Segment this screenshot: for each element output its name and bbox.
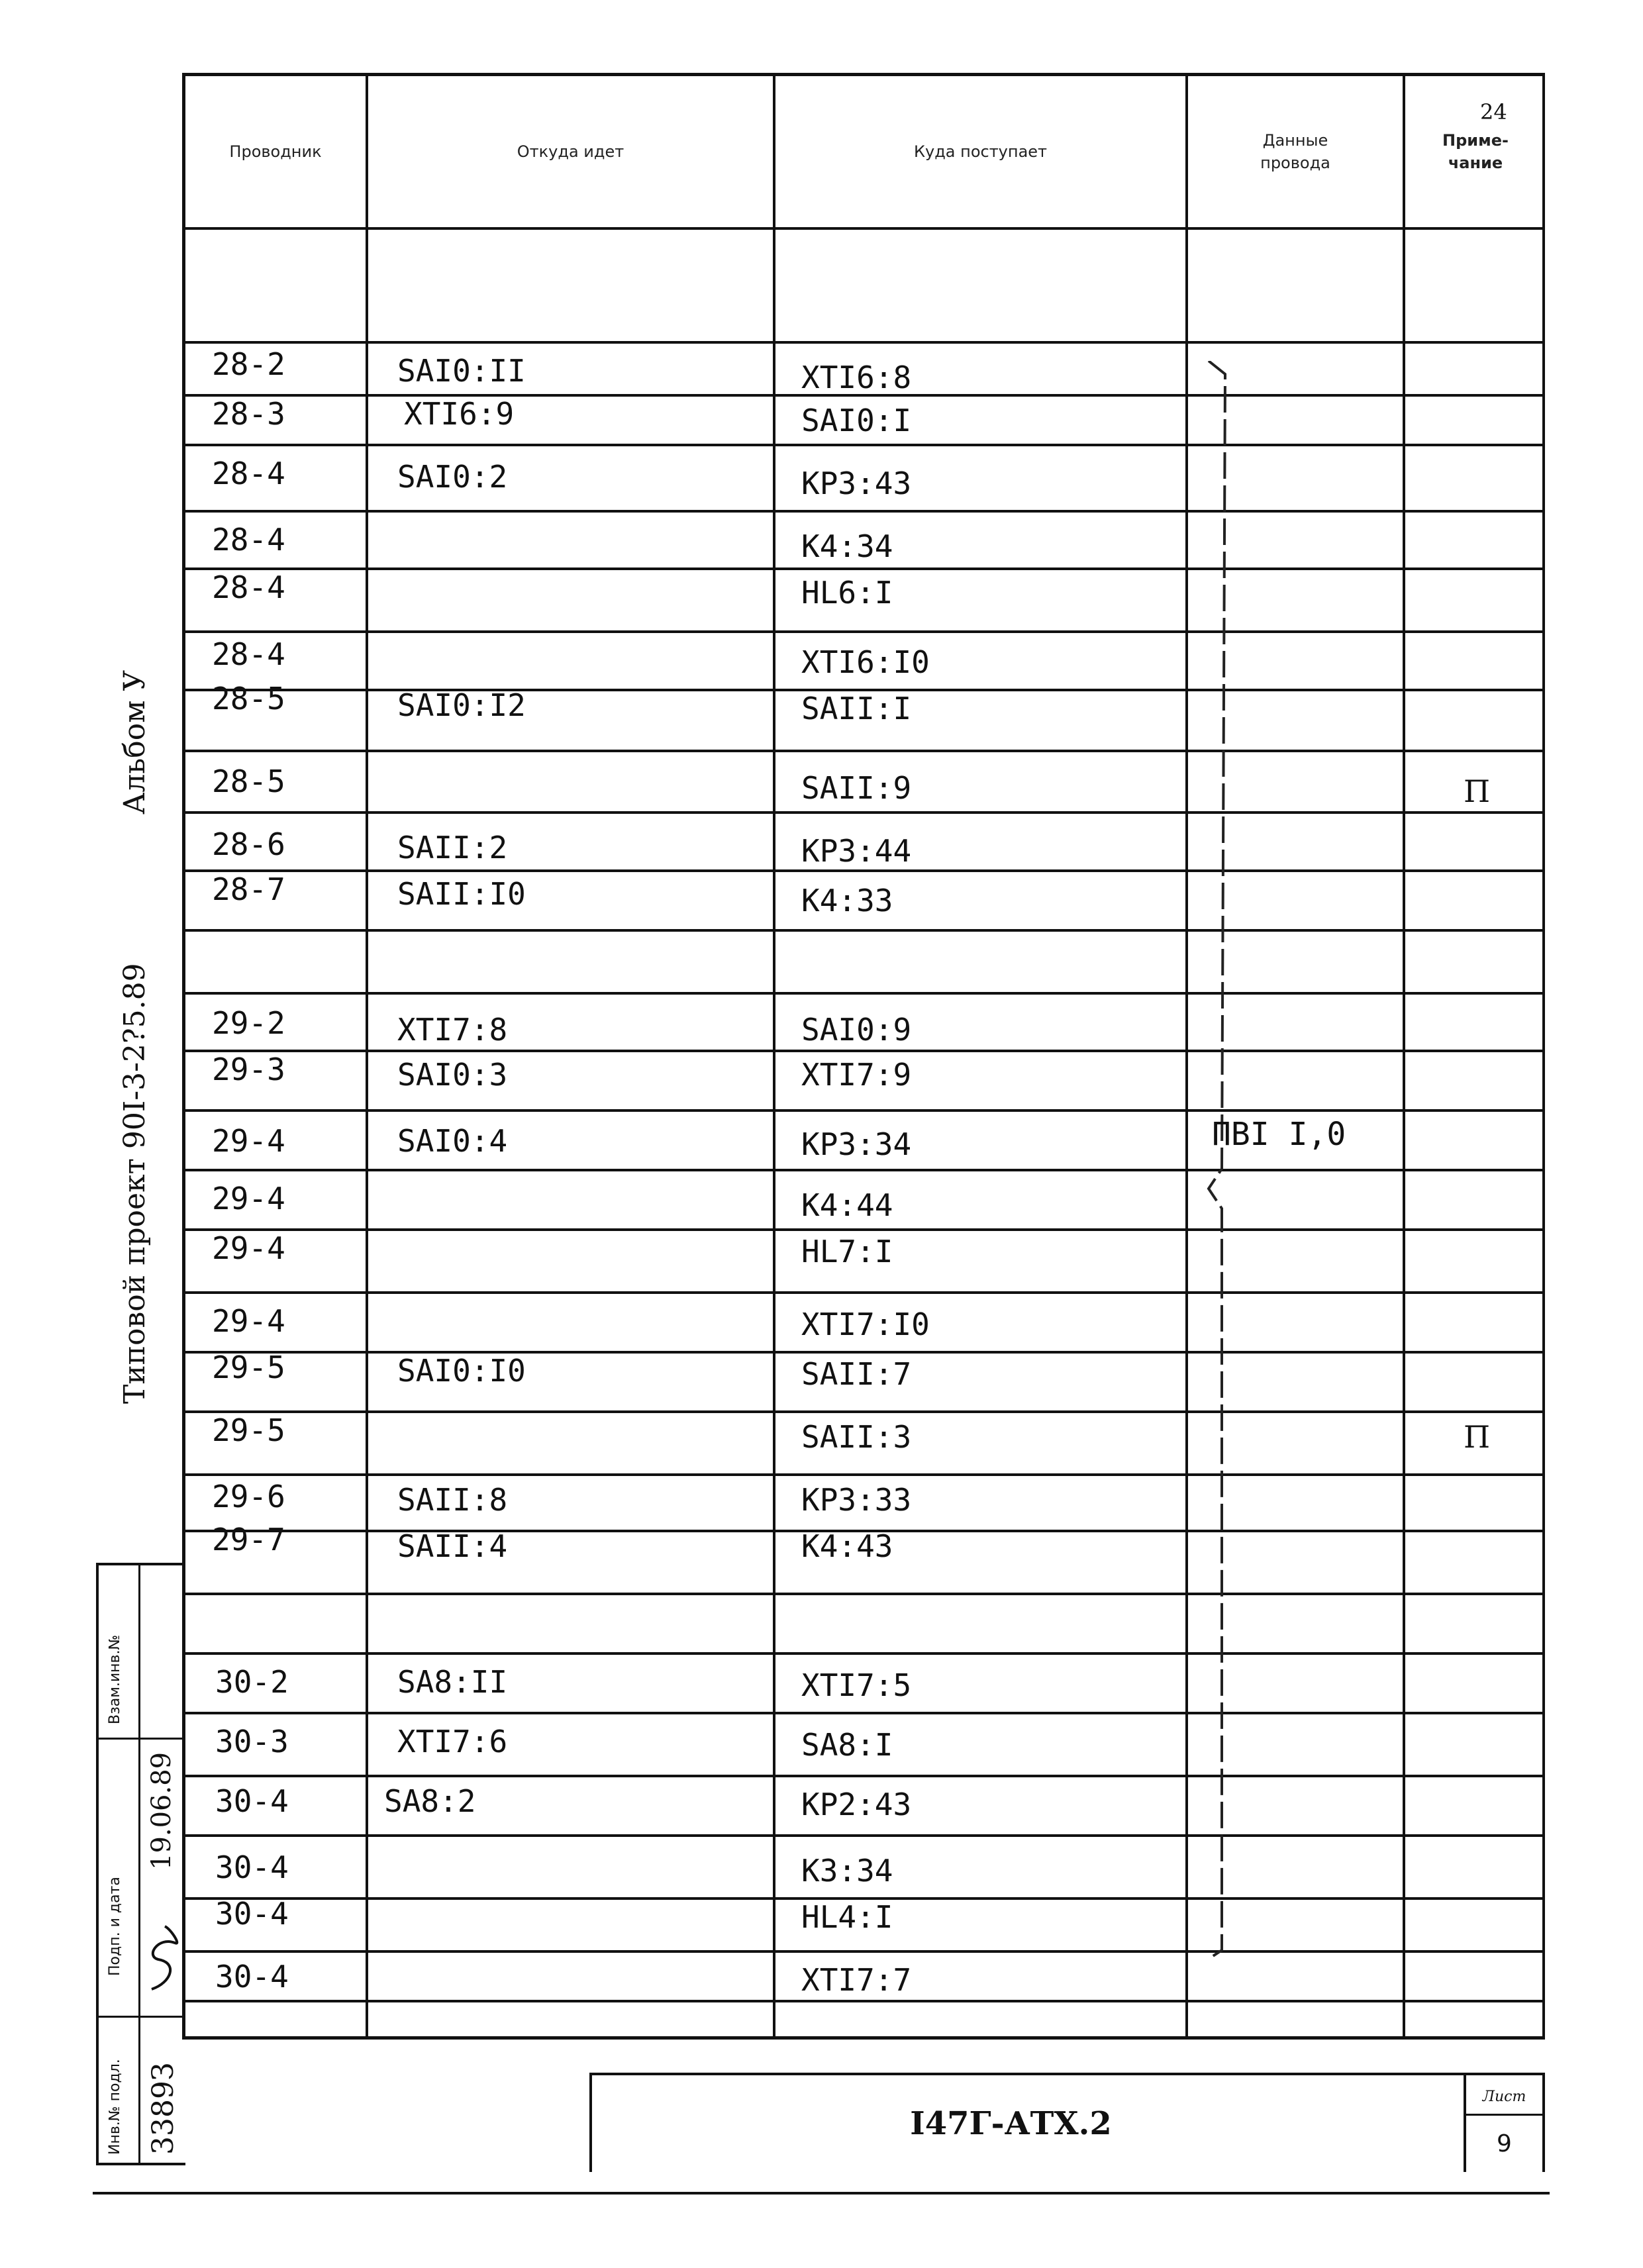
cell-to: K4:43 bbox=[801, 1528, 893, 1564]
cell-from: SAII:2 bbox=[397, 830, 508, 865]
cell-to: HL4:I bbox=[801, 1899, 893, 1935]
cell-conductor: 29-4 bbox=[212, 1181, 285, 1216]
cell-from: SAI0:II bbox=[397, 353, 526, 389]
cell-to: HL6:I bbox=[801, 575, 893, 611]
cell-conductor: 30-2 bbox=[215, 1664, 289, 1700]
cell-from: SAII:8 bbox=[397, 1482, 508, 1518]
cell-conductor: 30-4 bbox=[215, 1896, 289, 1932]
cell-conductor: 29-4 bbox=[212, 1123, 285, 1159]
cell-to: XTI7:7 bbox=[801, 1962, 912, 1998]
cell-from: SAI0:2 bbox=[397, 459, 508, 495]
cell-from: SAII:4 bbox=[397, 1528, 508, 1564]
cell-from: SAI0:3 bbox=[397, 1057, 508, 1093]
cell-conductor: 28-5 bbox=[212, 681, 285, 716]
cell-conductor: 28-4 bbox=[212, 569, 285, 605]
cell-from: SA8:II bbox=[397, 1664, 508, 1700]
header-conductor: Проводник bbox=[229, 142, 322, 161]
sheet-number: 9 bbox=[1497, 2130, 1512, 2157]
sheet-box bbox=[1464, 2075, 1542, 2172]
cell-conductor: 29-2 bbox=[212, 1005, 285, 1041]
cell-conductor: 28-7 bbox=[212, 871, 285, 907]
cell-conductor: 30-4 bbox=[215, 1849, 289, 1885]
cell-conductor: 29-4 bbox=[212, 1230, 285, 1266]
stamp-inv-number: 3389З bbox=[146, 2062, 180, 2155]
stamp-date: 19.06.89 bbox=[146, 1751, 177, 1870]
stamp-label-replace: Взам.инв.№ bbox=[107, 1634, 123, 1724]
cell-from: SAI0:4 bbox=[397, 1123, 508, 1159]
cell-to: XTI7:5 bbox=[801, 1667, 912, 1703]
cell-to: SAII:7 bbox=[801, 1356, 912, 1392]
cell-conductor: 28-4 bbox=[212, 522, 285, 558]
cell-conductor: 28-2 bbox=[212, 346, 285, 382]
margin-album: Альбом У bbox=[118, 669, 152, 814]
cell-conductor: 28-4 bbox=[212, 636, 285, 672]
stamp-label-sign-date: Подп. и дата bbox=[107, 1877, 123, 1976]
document-code: I47Г-АТХ.2 bbox=[910, 2105, 1112, 2142]
cell-conductor: 28-4 bbox=[212, 456, 285, 491]
cell-conductor: 30-4 bbox=[215, 1959, 289, 1995]
cell-to: K4:34 bbox=[801, 528, 893, 564]
col-divider bbox=[773, 76, 775, 2036]
cell-to: SAII:3 bbox=[801, 1419, 912, 1455]
wire-bracket bbox=[1185, 361, 1411, 1963]
sheet-label: Лист bbox=[1466, 2081, 1542, 2116]
title-block bbox=[589, 2073, 1545, 2172]
header-divider bbox=[185, 227, 1542, 230]
cell-from: SAI0:I2 bbox=[397, 687, 526, 723]
cell-to: KP3:33 bbox=[801, 1482, 912, 1518]
header-wire: Данные провода bbox=[1260, 131, 1330, 172]
cell-note: П bbox=[1464, 773, 1491, 809]
signature-icon bbox=[145, 1923, 185, 2002]
cell-from: SAI0:I0 bbox=[397, 1353, 526, 1389]
cell-conductor: 30-3 bbox=[215, 1724, 289, 1759]
stamp-divider bbox=[99, 2016, 185, 2018]
cell-from: SAII:I0 bbox=[397, 876, 526, 912]
cell-conductor: 29-5 bbox=[212, 1412, 285, 1448]
cell-to: XTI6:8 bbox=[801, 360, 912, 395]
row-line bbox=[185, 341, 1542, 344]
wiring-table bbox=[182, 73, 1545, 2040]
cell-conductor: 28-5 bbox=[212, 764, 285, 799]
cell-conductor: 29-3 bbox=[212, 1052, 285, 1087]
cell-conductor: 28-6 bbox=[212, 826, 285, 862]
cell-to: K3:34 bbox=[801, 1853, 893, 1889]
cell-to: XTI7:9 bbox=[801, 1057, 912, 1093]
cell-conductor: 28-3 bbox=[212, 396, 285, 432]
cell-to: SAI0:9 bbox=[801, 1012, 912, 1048]
cell-to: K4:44 bbox=[801, 1187, 893, 1223]
header-note: Приме- чание bbox=[1442, 131, 1509, 172]
header-to: Куда поступает bbox=[913, 142, 1048, 161]
cell-conductor: 29-7 bbox=[212, 1522, 285, 1557]
cell-from: XTI6:9 bbox=[404, 396, 515, 432]
cell-to: SAII:I bbox=[801, 691, 912, 726]
stamp-divider bbox=[138, 1565, 140, 2163]
col-divider bbox=[366, 76, 368, 2036]
cell-to: KP3:34 bbox=[801, 1126, 912, 1162]
cell-to: SAII:9 bbox=[801, 770, 912, 806]
row-line bbox=[185, 2000, 1542, 2002]
cell-from: XTI7:6 bbox=[397, 1724, 508, 1759]
header-from: Откуда идет bbox=[517, 142, 624, 161]
stamp-label-inv: Инв.№ подл. bbox=[107, 2059, 123, 2155]
cell-conductor: 29-4 bbox=[212, 1303, 285, 1339]
margin-project: Типовой проект 90I-3-2?5.89 bbox=[118, 963, 152, 1404]
cell-to: KP3:44 bbox=[801, 833, 912, 869]
corner-page-number: 24 bbox=[1480, 99, 1507, 124]
stamp-divider bbox=[99, 1738, 185, 1740]
cell-to: KP3:43 bbox=[801, 466, 912, 501]
cell-to: XTI7:I0 bbox=[801, 1307, 930, 1342]
cell-conductor: 30-4 bbox=[215, 1783, 289, 1819]
cell-to: HL7:I bbox=[801, 1234, 893, 1269]
cell-to: SA8:I bbox=[801, 1727, 893, 1763]
cell-from: XTI7:8 bbox=[397, 1012, 508, 1048]
cell-from: SA8:2 bbox=[384, 1783, 476, 1819]
cell-to: XTI6:I0 bbox=[801, 644, 930, 680]
stamp-block bbox=[96, 1563, 185, 2165]
cell-to: K4:33 bbox=[801, 883, 893, 918]
cell-conductor: 29-6 bbox=[212, 1479, 285, 1514]
cell-note: П bbox=[1464, 1419, 1491, 1455]
cell-conductor: 29-5 bbox=[212, 1350, 285, 1385]
cell-to: KP2:43 bbox=[801, 1787, 912, 1822]
bottom-rule bbox=[93, 2192, 1550, 2194]
wire-data-label: ПВI I,0 bbox=[1212, 1116, 1346, 1153]
cell-to: SAI0:I bbox=[801, 403, 912, 438]
